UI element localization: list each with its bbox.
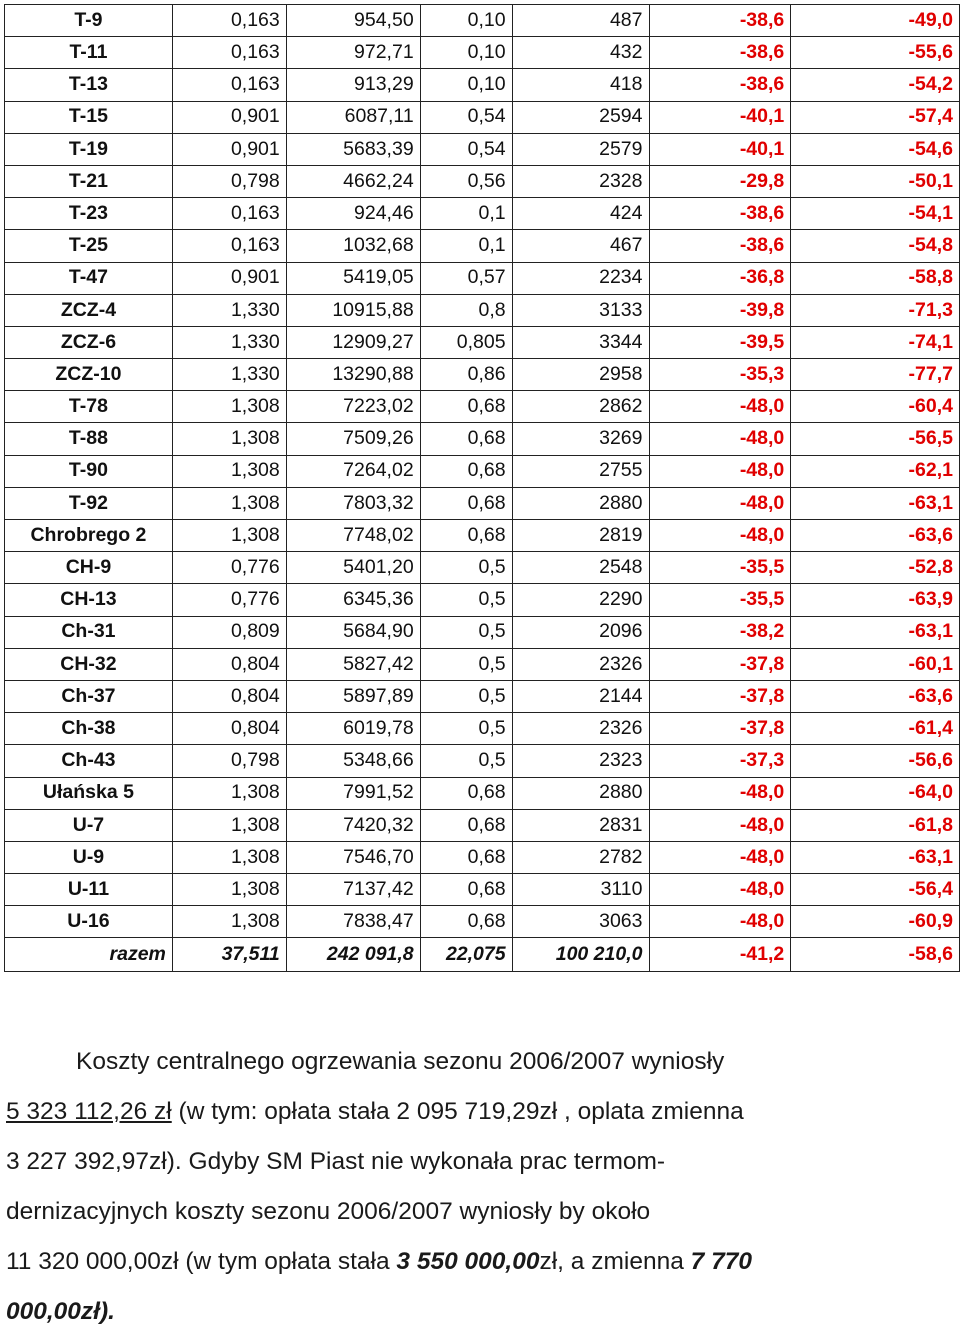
cell-col-5: -48,0 — [649, 874, 791, 906]
cell-col-5: -48,0 — [649, 455, 791, 487]
table-body — [5, 5, 960, 972]
cell-col-2: 1032,68 — [286, 230, 420, 262]
cell-col-5: -48,0 — [649, 906, 791, 938]
row-label: T-21 — [5, 165, 173, 197]
cell-col-2: 5684,90 — [286, 616, 420, 648]
cell-col-4: 2290 — [512, 584, 649, 616]
row-label: CH-32 — [5, 648, 173, 680]
cell-col-6: -56,6 — [791, 745, 960, 777]
cell-col-4: 418 — [512, 69, 649, 101]
row-label: CH-9 — [5, 552, 173, 584]
cell-col-6: -77,7 — [791, 359, 960, 391]
table-row — [5, 874, 960, 906]
cell-col-2: 7137,42 — [286, 874, 420, 906]
table-row — [5, 230, 960, 262]
summary-line-5 — [6, 1240, 956, 1290]
cell-col-1: 0,901 — [172, 101, 286, 133]
table-row — [5, 584, 960, 616]
cell-col-6: -54,1 — [791, 198, 960, 230]
cell-col-2: 6087,11 — [286, 101, 420, 133]
cell-col-3: 0,5 — [420, 584, 512, 616]
cell-col-2: 5419,05 — [286, 262, 420, 294]
summary-line-6: 000,00zł). — [6, 1298, 115, 1325]
cell-col-1: 0,163 — [172, 69, 286, 101]
summary-line-1: Koszty centralnego ogrzewania sezonu 2006/2007 wyniosły — [76, 1048, 725, 1075]
table-row — [5, 391, 960, 423]
cell-col-3: 0,1 — [420, 230, 512, 262]
cell-col-5: -39,8 — [649, 294, 791, 326]
summary-line-2-rest: (w tym: opłata stała 2 095 719,29zł , oplata zmienna — [171, 1098, 744, 1125]
cell-col-4: 487 — [512, 5, 649, 37]
row-label: U-9 — [5, 841, 173, 873]
table-row — [5, 520, 960, 552]
row-label: T-19 — [5, 133, 173, 165]
row-label: T-78 — [5, 391, 173, 423]
cell-col-6: -49,0 — [791, 5, 960, 37]
cell-col-1: 1,308 — [172, 520, 286, 552]
row-label: T-92 — [5, 487, 173, 519]
cell-col-1: 37,511 — [172, 938, 286, 972]
cell-col-4: 3344 — [512, 326, 649, 358]
cell-col-5: -38,6 — [649, 5, 791, 37]
cell-col-5: -48,0 — [649, 423, 791, 455]
table-row — [5, 423, 960, 455]
cell-col-4: 3133 — [512, 294, 649, 326]
cell-col-5: -35,3 — [649, 359, 791, 391]
cell-col-5: -40,1 — [649, 133, 791, 165]
cell-col-2: 972,71 — [286, 37, 420, 69]
cell-col-4: 2831 — [512, 809, 649, 841]
table-row — [5, 809, 960, 841]
table-row — [5, 101, 960, 133]
row-label: ZCZ-4 — [5, 294, 173, 326]
cell-col-1: 0,804 — [172, 680, 286, 712]
cell-col-1: 1,308 — [172, 391, 286, 423]
fixed-fee-amount: 3 550 000,00 — [396, 1248, 540, 1275]
cell-col-2: 7748,02 — [286, 520, 420, 552]
cell-col-1: 1,308 — [172, 455, 286, 487]
table-row — [5, 616, 960, 648]
cell-col-2: 913,29 — [286, 69, 420, 101]
cell-col-6: -58,6 — [791, 938, 960, 972]
row-label: T-25 — [5, 230, 173, 262]
cell-col-1: 0,163 — [172, 5, 286, 37]
cell-col-1: 0,798 — [172, 165, 286, 197]
cell-col-3: 0,5 — [420, 680, 512, 712]
table-row — [5, 680, 960, 712]
cell-col-3: 0,68 — [420, 874, 512, 906]
cell-col-3: 0,68 — [420, 777, 512, 809]
cell-col-6: -54,8 — [791, 230, 960, 262]
cell-col-2: 5897,89 — [286, 680, 420, 712]
row-label: T-13 — [5, 69, 173, 101]
cell-col-3: 22,075 — [420, 938, 512, 972]
cell-col-6: -63,6 — [791, 680, 960, 712]
cell-col-3: 0,68 — [420, 841, 512, 873]
row-label: T-90 — [5, 455, 173, 487]
cell-col-4: 2862 — [512, 391, 649, 423]
table-row — [5, 294, 960, 326]
cell-col-3: 0,54 — [420, 101, 512, 133]
cell-col-2: 924,46 — [286, 198, 420, 230]
row-label: T-15 — [5, 101, 173, 133]
cell-col-1: 0,776 — [172, 552, 286, 584]
cell-col-4: 2880 — [512, 487, 649, 519]
table-row — [5, 487, 960, 519]
cell-col-5: -37,8 — [649, 680, 791, 712]
cell-col-2: 7509,26 — [286, 423, 420, 455]
cell-col-5: -36,8 — [649, 262, 791, 294]
cell-col-1: 0,804 — [172, 648, 286, 680]
cell-col-1: 0,163 — [172, 230, 286, 262]
cell-col-3: 0,10 — [420, 5, 512, 37]
row-label: Ułańska 5 — [5, 777, 173, 809]
cell-col-3: 0,5 — [420, 616, 512, 648]
cell-col-5: -35,5 — [649, 584, 791, 616]
row-label: ZCZ-6 — [5, 326, 173, 358]
cell-col-1: 0,901 — [172, 133, 286, 165]
cell-col-2: 5348,66 — [286, 745, 420, 777]
table-row — [5, 37, 960, 69]
row-label: T-47 — [5, 262, 173, 294]
cell-col-1: 1,308 — [172, 906, 286, 938]
cell-col-4: 2579 — [512, 133, 649, 165]
cell-col-1: 0,901 — [172, 262, 286, 294]
cell-col-1: 0,776 — [172, 584, 286, 616]
cell-col-5: -48,0 — [649, 809, 791, 841]
table-row — [5, 455, 960, 487]
row-label: U-16 — [5, 906, 173, 938]
cell-col-5: -37,3 — [649, 745, 791, 777]
cell-col-6: -58,8 — [791, 262, 960, 294]
summary-line-5-a: 11 320 000,00zł (w tym opłata stała — [6, 1248, 397, 1275]
cell-col-6: -62,1 — [791, 455, 960, 487]
cell-col-1: 1,308 — [172, 874, 286, 906]
heating-cost-table — [4, 4, 960, 972]
cell-col-6: -61,4 — [791, 713, 960, 745]
cell-col-3: 0,86 — [420, 359, 512, 391]
cell-col-3: 0,10 — [420, 37, 512, 69]
cell-col-2: 5827,42 — [286, 648, 420, 680]
cell-col-1: 1,308 — [172, 487, 286, 519]
cell-col-4: 2323 — [512, 745, 649, 777]
cell-col-4: 2234 — [512, 262, 649, 294]
cell-col-4: 100 210,0 — [512, 938, 649, 972]
summary-text — [6, 1040, 956, 1340]
cell-col-5: -38,6 — [649, 230, 791, 262]
cell-col-6: -61,8 — [791, 809, 960, 841]
cell-col-3: 0,5 — [420, 713, 512, 745]
cell-col-6: -60,1 — [791, 648, 960, 680]
cell-col-6: -52,8 — [791, 552, 960, 584]
cell-col-1: 1,308 — [172, 423, 286, 455]
cell-col-4: 2144 — [512, 680, 649, 712]
cell-col-2: 7803,32 — [286, 487, 420, 519]
cell-col-4: 2096 — [512, 616, 649, 648]
row-label: U-11 — [5, 874, 173, 906]
table-row — [5, 906, 960, 938]
table-row — [5, 326, 960, 358]
cell-col-2: 7991,52 — [286, 777, 420, 809]
cell-col-5: -38,6 — [649, 198, 791, 230]
row-label: Ch-37 — [5, 680, 173, 712]
cell-col-4: 467 — [512, 230, 649, 262]
row-label: ZCZ-10 — [5, 359, 173, 391]
cell-col-6: -63,1 — [791, 487, 960, 519]
cell-col-1: 0,804 — [172, 713, 286, 745]
cell-col-2: 10915,88 — [286, 294, 420, 326]
row-label: CH-13 — [5, 584, 173, 616]
cell-col-2: 4662,24 — [286, 165, 420, 197]
cell-col-6: -63,1 — [791, 841, 960, 873]
cell-col-1: 1,308 — [172, 777, 286, 809]
cell-col-4: 2548 — [512, 552, 649, 584]
cell-col-2: 7420,32 — [286, 809, 420, 841]
cell-col-3: 0,5 — [420, 745, 512, 777]
cell-col-2: 5401,20 — [286, 552, 420, 584]
table-row — [5, 69, 960, 101]
table-row — [5, 777, 960, 809]
cell-col-1: 1,330 — [172, 359, 286, 391]
table-row — [5, 262, 960, 294]
table-row — [5, 552, 960, 584]
cell-col-5: -37,8 — [649, 713, 791, 745]
summary-line-3: 3 227 392,97zł). Gdyby SM Piast nie wykonała prac termom- — [6, 1148, 666, 1175]
row-label: Ch-38 — [5, 713, 173, 745]
cell-col-3: 0,68 — [420, 487, 512, 519]
cell-col-5: -29,8 — [649, 165, 791, 197]
cell-col-5: -48,0 — [649, 487, 791, 519]
cell-col-3: 0,5 — [420, 552, 512, 584]
cell-col-5: -35,5 — [649, 552, 791, 584]
cell-col-3: 0,1 — [420, 198, 512, 230]
row-label: T-9 — [5, 5, 173, 37]
cell-col-3: 0,68 — [420, 809, 512, 841]
cell-col-5: -37,8 — [649, 648, 791, 680]
cell-col-2: 6345,36 — [286, 584, 420, 616]
cell-col-4: 424 — [512, 198, 649, 230]
cell-col-6: -71,3 — [791, 294, 960, 326]
cell-col-2: 13290,88 — [286, 359, 420, 391]
cell-col-4: 3063 — [512, 906, 649, 938]
table-row — [5, 359, 960, 391]
cell-col-4: 3269 — [512, 423, 649, 455]
cell-col-1: 1,308 — [172, 841, 286, 873]
cell-col-4: 2328 — [512, 165, 649, 197]
cell-col-4: 2819 — [512, 520, 649, 552]
cell-col-3: 0,68 — [420, 520, 512, 552]
cell-col-3: 0,54 — [420, 133, 512, 165]
cell-col-5: -48,0 — [649, 391, 791, 423]
cell-col-4: 2326 — [512, 713, 649, 745]
cell-col-4: 2755 — [512, 455, 649, 487]
cell-col-6: -56,4 — [791, 874, 960, 906]
cell-col-1: 1,330 — [172, 294, 286, 326]
cell-col-6: -50,1 — [791, 165, 960, 197]
cell-col-6: -55,6 — [791, 37, 960, 69]
cell-col-3: 0,56 — [420, 165, 512, 197]
cell-col-1: 1,308 — [172, 809, 286, 841]
cell-col-3: 0,68 — [420, 391, 512, 423]
cell-col-6: -63,9 — [791, 584, 960, 616]
cell-col-3: 0,805 — [420, 326, 512, 358]
cell-col-2: 5683,39 — [286, 133, 420, 165]
cell-col-4: 2782 — [512, 841, 649, 873]
cell-col-6: -54,2 — [791, 69, 960, 101]
table-row — [5, 133, 960, 165]
table-row — [5, 165, 960, 197]
summary-line-2 — [6, 1090, 956, 1140]
row-label: T-88 — [5, 423, 173, 455]
cell-col-6: -63,6 — [791, 520, 960, 552]
cell-col-5: -39,5 — [649, 326, 791, 358]
cell-col-4: 2594 — [512, 101, 649, 133]
cell-col-5: -48,0 — [649, 841, 791, 873]
total-cost-amount: 5 323 112,26 zł — [6, 1098, 172, 1125]
cell-col-4: 2326 — [512, 648, 649, 680]
cell-col-5: -48,0 — [649, 777, 791, 809]
summary-line-4: dernizacyjnych koszty sezonu 2006/2007 wyniosły by około — [6, 1198, 651, 1225]
table-row — [5, 713, 960, 745]
cell-col-6: -60,4 — [791, 391, 960, 423]
cell-col-5: -38,6 — [649, 69, 791, 101]
table-row — [5, 5, 960, 37]
cell-col-5: -41,2 — [649, 938, 791, 972]
row-label: Chrobrego 2 — [5, 520, 173, 552]
total-row — [5, 938, 960, 972]
cell-col-5: -38,2 — [649, 616, 791, 648]
cell-col-2: 6019,78 — [286, 713, 420, 745]
cell-col-2: 242 091,8 — [286, 938, 420, 972]
table-row — [5, 198, 960, 230]
row-label: U-7 — [5, 809, 173, 841]
cell-col-1: 0,163 — [172, 198, 286, 230]
cell-col-1: 1,330 — [172, 326, 286, 358]
cell-col-3: 0,68 — [420, 455, 512, 487]
cell-col-2: 7838,47 — [286, 906, 420, 938]
cell-col-3: 0,68 — [420, 423, 512, 455]
summary-line-5-c: zł, a zmienna — [539, 1248, 691, 1275]
cell-col-5: -48,0 — [649, 520, 791, 552]
row-label: T-23 — [5, 198, 173, 230]
table-row — [5, 648, 960, 680]
cell-col-3: 0,10 — [420, 69, 512, 101]
cell-col-1: 0,809 — [172, 616, 286, 648]
cell-col-1: 0,798 — [172, 745, 286, 777]
cell-col-6: -56,5 — [791, 423, 960, 455]
cell-col-4: 2880 — [512, 777, 649, 809]
cell-col-1: 0,163 — [172, 37, 286, 69]
cell-col-5: -40,1 — [649, 101, 791, 133]
cell-col-2: 12909,27 — [286, 326, 420, 358]
cell-col-3: 0,8 — [420, 294, 512, 326]
cell-col-6: -54,6 — [791, 133, 960, 165]
cell-col-2: 7223,02 — [286, 391, 420, 423]
cell-col-4: 432 — [512, 37, 649, 69]
cell-col-6: -63,1 — [791, 616, 960, 648]
cell-col-3: 0,57 — [420, 262, 512, 294]
cell-col-6: -60,9 — [791, 906, 960, 938]
cell-col-4: 2958 — [512, 359, 649, 391]
cell-col-6: -74,1 — [791, 326, 960, 358]
cell-col-6: -64,0 — [791, 777, 960, 809]
row-label: razem — [5, 938, 173, 972]
row-label: Ch-43 — [5, 745, 173, 777]
cell-col-3: 0,5 — [420, 648, 512, 680]
row-label: T-11 — [5, 37, 173, 69]
cell-col-4: 3110 — [512, 874, 649, 906]
table-row — [5, 745, 960, 777]
cell-col-2: 954,50 — [286, 5, 420, 37]
cell-col-3: 0,68 — [420, 906, 512, 938]
cell-col-2: 7264,02 — [286, 455, 420, 487]
cell-col-5: -38,6 — [649, 37, 791, 69]
table-row — [5, 841, 960, 873]
cell-col-2: 7546,70 — [286, 841, 420, 873]
row-label: Ch-31 — [5, 616, 173, 648]
cell-col-6: -57,4 — [791, 101, 960, 133]
variable-fee-amount: 7 770 — [690, 1248, 752, 1275]
